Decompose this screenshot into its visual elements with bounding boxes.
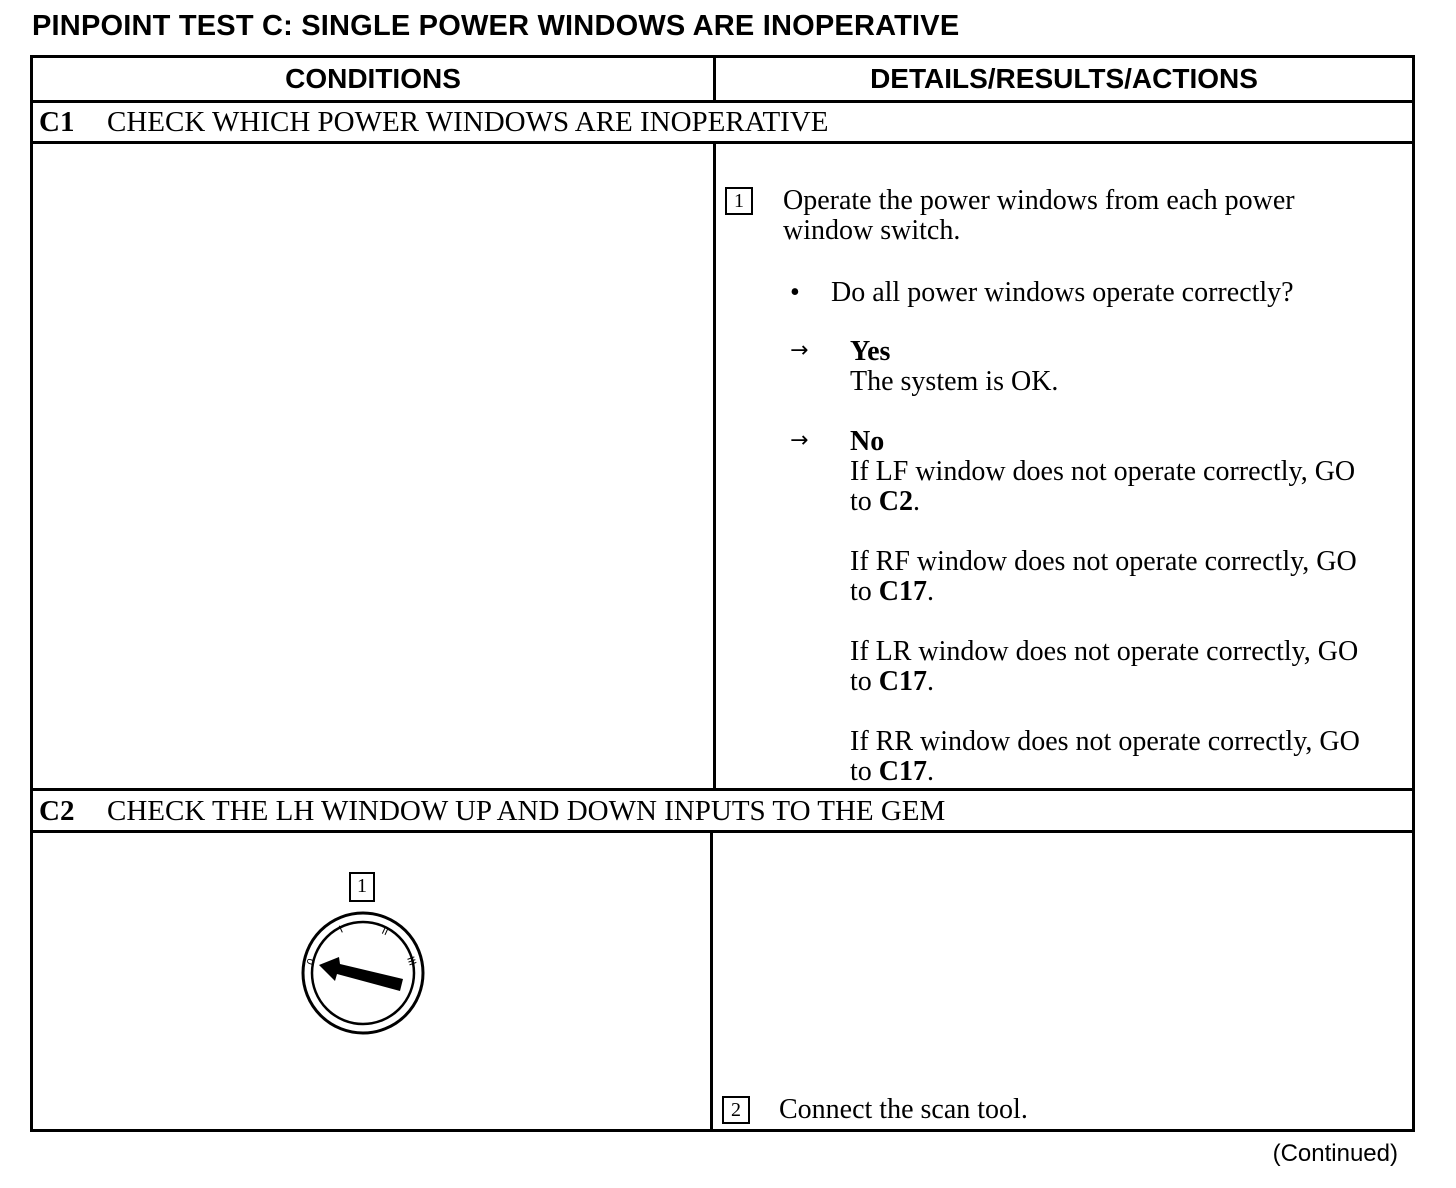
- no-item-lr-target: C17: [878, 666, 928, 697]
- c1-no-result: [850, 427, 1410, 787]
- no-item-rf-target: C17: [878, 576, 928, 607]
- c1-column-divider: [713, 141, 716, 788]
- no-item-rr-to: to: [850, 756, 872, 787]
- yes-arrow-icon: →: [790, 338, 809, 363]
- c1-heading-text: CHECK WHICH POWER WINDOWS ARE INOPERATIVE: [107, 106, 829, 138]
- details-column-header: DETAILS/RESULTS/ACTIONS: [870, 63, 1258, 94]
- pinpoint-table: [30, 55, 1415, 1132]
- no-item-lf: [850, 457, 1410, 517]
- c1-bullet: •: [790, 277, 800, 308]
- conditions-column-header: CONDITIONS: [285, 63, 461, 94]
- no-item-lf-line1: If LF window does not operate correctly, GO: [850, 456, 1356, 487]
- ignition-mark-off: 0: [305, 957, 318, 968]
- page-title: PINPOINT TEST C: SINGLE POWER WINDOWS ARE INOPERATIVE: [32, 10, 960, 42]
- c2-step-text: Connect the scan tool.: [779, 1094, 1028, 1125]
- no-item-lr-end: .: [927, 666, 935, 697]
- yes-label: Yes: [850, 336, 891, 367]
- c2-number: C2: [39, 795, 75, 827]
- no-item-rr-end: .: [927, 756, 935, 787]
- c2-step-number-box: 2: [722, 1096, 750, 1124]
- no-item-lr-to: to: [850, 666, 872, 697]
- c1-step-number-box: 1: [725, 187, 753, 215]
- yes-text: The system is OK.: [850, 366, 1059, 397]
- c1-yes-result: [850, 337, 1058, 397]
- no-item-rf-to: to: [850, 576, 872, 607]
- ignition-mark-two: II: [379, 925, 390, 939]
- no-item-lf-end: .: [913, 486, 921, 517]
- ignition-mark-three: III: [404, 955, 418, 968]
- no-item-rr: [850, 727, 1410, 787]
- ignition-mark-one: I: [337, 924, 345, 936]
- no-item-lr-line1: If LR window does not operate correctly, GO: [850, 636, 1359, 667]
- no-item-rf: [850, 547, 1410, 607]
- no-item-rr-target: C17: [878, 756, 928, 787]
- c2-heading: [39, 791, 945, 831]
- c1-step-text-line2: window switch.: [783, 215, 961, 246]
- no-item-lf-to: to: [850, 486, 872, 517]
- no-item-lf-target: C2: [878, 486, 914, 517]
- c1-step-text-line1: Operate the power windows from each power: [783, 185, 1295, 216]
- c1-question: Do all power windows operate correctly?: [831, 277, 1294, 308]
- c1-step-text: [783, 186, 1403, 246]
- no-item-rf-line1: If RF window does not operate correctly, GO: [850, 546, 1357, 577]
- header-column-divider: [713, 58, 716, 100]
- c2-column-divider: [710, 830, 713, 1132]
- c2-figure-label-box: 1: [349, 872, 375, 902]
- c2-heading-text: CHECK THE LH WINDOW UP AND DOWN INPUTS TO THE GEM: [107, 795, 946, 827]
- c1-number: C1: [39, 106, 75, 138]
- ignition-switch-icon: [295, 908, 431, 1038]
- no-item-rr-line1: If RR window does not operate correctly, GO: [850, 726, 1360, 757]
- no-arrow-icon: →: [790, 428, 809, 453]
- no-label: No: [850, 426, 885, 457]
- ignition-key-arrow: [319, 957, 403, 991]
- no-item-lr: [850, 637, 1410, 697]
- c1-heading: [39, 102, 829, 142]
- continued-note: (Continued): [1272, 1140, 1398, 1167]
- no-item-rf-end: .: [927, 576, 935, 607]
